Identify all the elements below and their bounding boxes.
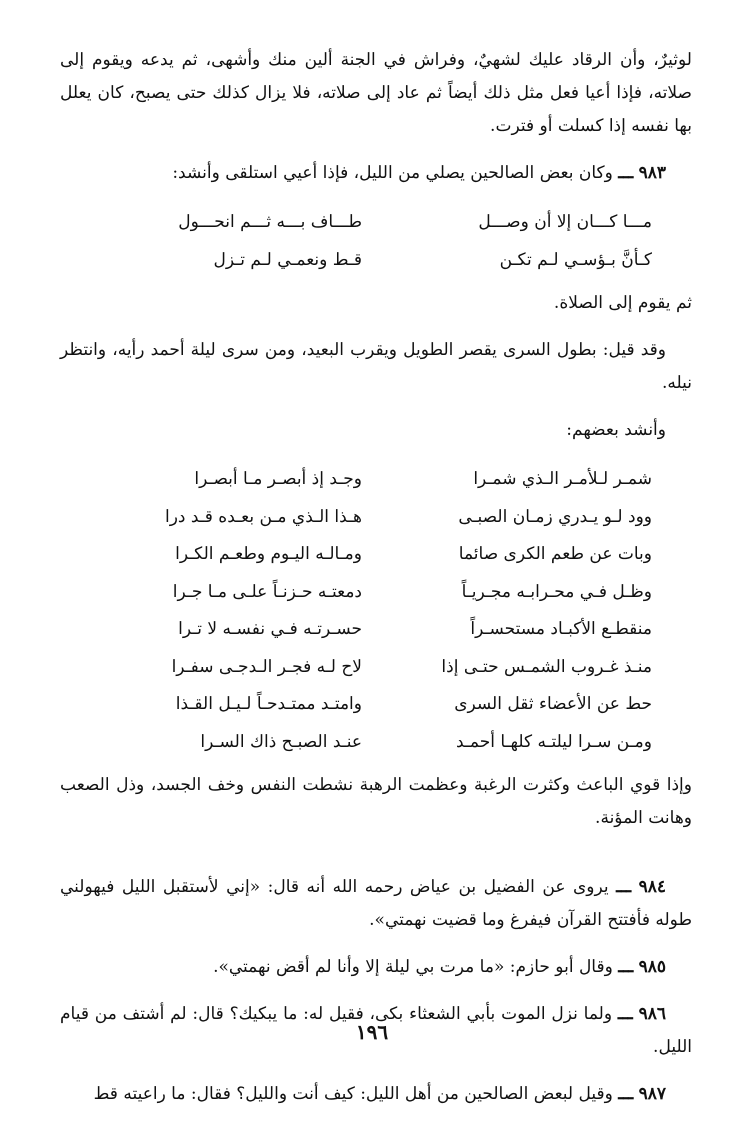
page-number: ١٩٦ [355, 1020, 389, 1044]
verse-first-hemistich: منـذ غـروب الشمـس حتـى إذا [441, 656, 652, 677]
verse-second-hemistich: طـــاف بـــه ثـــم انحـــول [178, 212, 362, 232]
poem-verse [60, 204, 652, 242]
entry-987 [60, 1078, 692, 1111]
page-body [60, 44, 692, 1125]
verse-first-hemistich: كـأنَّ بـؤسـي لـم تكـن [499, 249, 652, 270]
entry-dash: ـــ [617, 1004, 633, 1024]
verse-second-hemistich: قـط ونعمـي لـم تـزل [213, 249, 362, 270]
entry-text: وكان بعض الصالحين يصلي من الليل، فإذا أعيي استلقى وأنشد: [172, 163, 613, 183]
entry-text: وقال أبو حازم: «ما مرت بي ليلة إلا وأنا لم أقض نهمتي». [213, 957, 613, 977]
verse-second-hemistich: ومـالـه اليـوم وطعـم الكـرا [175, 544, 362, 564]
poem-2 [60, 461, 692, 761]
after-poem-1: ثم يقوم إلى الصلاة. [553, 293, 692, 313]
entry-dash: ـــ [618, 163, 634, 183]
entry-text: ولما نزل الموت بأبي الشعثاء بكى، فقيل له: ما يبكيك؟ قال: لم أشتف من قيام الليل. [60, 1004, 692, 1057]
verse-second-hemistich: عنـد الصبـح ذاك السـرا [200, 731, 362, 752]
entry-number: ٩٨٦ [638, 1004, 666, 1024]
entry-text: يروى عن الفضيل بن عياض رحمه الله أنه قال: «إني لأستقبل الليل فيهولني طوله فأفتتح القرآن فيفرغ وما قضيت نهمتي». [60, 877, 692, 930]
entry-number: ٩٨٤ [638, 877, 666, 897]
section-gap [60, 849, 692, 871]
entry-dash: ـــ [618, 957, 634, 977]
poem-verse [60, 242, 652, 280]
verse-first-hemistich: وظـل فـي محـرابـه مجـريـاً [461, 581, 652, 602]
entry-984 [60, 871, 692, 937]
entry-number: ٩٨٥ [638, 957, 666, 977]
after-poem-2: وإذا قوي الباعث وكثرت الرغبة وعظمت الرهبة نشطت النفس وخف الجسد، وذل الصعب وهانت المؤنة. [60, 775, 692, 828]
entry-dash: ـــ [618, 1084, 634, 1104]
poem-verse [60, 686, 652, 724]
poem-verse [60, 649, 652, 687]
verse-first-hemistich: شمـر لـلأمـر الـذي شمـرا [473, 469, 652, 489]
verse-first-hemistich: ومـن سـرا ليلتـه كلهـا أحمـد [455, 731, 652, 752]
poem-2-intro: وأنشد بعضهم: [566, 420, 666, 440]
intro-paragraph: لوثيرٌ، وأن الرقاد عليك لشهيٌ، وفراش في الجنة ألين منك وأشهى، ثم يدعه ويقوم إلى صلاته، فإذا أعيا فعل مثل ذلك أيضاً ثم عاد إلى صلاته، فلا يزال كذلك حتى يصبح، كان يعلل بها نفسه إذا كسلت أو فترت. [60, 50, 692, 136]
poem-1 [60, 204, 692, 279]
verse-second-hemistich: لاح لـه فجـر الـدجـى سفـرا [171, 656, 362, 677]
verse-second-hemistich: حسـرتـه فـي نفسـه لا تـرا [178, 619, 362, 639]
poem-verse [60, 574, 652, 612]
entry-number: ٩٨٣ [638, 163, 666, 183]
poem-verse [60, 536, 652, 574]
entry-983 [60, 157, 692, 190]
verse-second-hemistich: وامتـد ممتـدحـاً لـيـل القـذا [175, 694, 362, 714]
entry-number: ٩٨٧ [638, 1084, 666, 1104]
poem-verse [60, 499, 652, 537]
verse-second-hemistich: دمعتـه حـزنـاً علـى مـا جـرا [172, 581, 362, 602]
entry-985 [60, 951, 692, 984]
verse-first-hemistich: حط عن الأعضاء ثقل السرى [454, 694, 652, 714]
entry-dash: ـــ [616, 877, 632, 897]
poem-verse [60, 611, 652, 649]
verse-first-hemistich: منقطـع الأكبـاد مستحسـراً [470, 619, 652, 639]
verse-first-hemistich: وبات عن طعم الكرى صائما [458, 544, 652, 564]
entry-text: وقيل لبعض الصالحين من أهل الليل: كيف أنت والليل؟ فقال: ما راعيته قط [93, 1084, 613, 1104]
saying-paragraph: وقد قيل: بطول السرى يقصر الطويل ويقرب البعيد، ومن سرى ليلة أحمد رأيه، وانتظر نيله. [60, 340, 692, 393]
verse-first-hemistich: مـــا كـــان إلا أن وصـــل [478, 212, 652, 232]
poem-verse [60, 724, 652, 762]
verse-first-hemistich: وود لـو يـدري زمـان الصبـى [458, 506, 652, 527]
verse-second-hemistich: وجـد إذ أبصـر مـا أبصـرا [194, 469, 362, 489]
poem-verse [60, 461, 652, 499]
verse-second-hemistich: هـذا الـذي مـن بعـده قـد درا [164, 506, 362, 527]
